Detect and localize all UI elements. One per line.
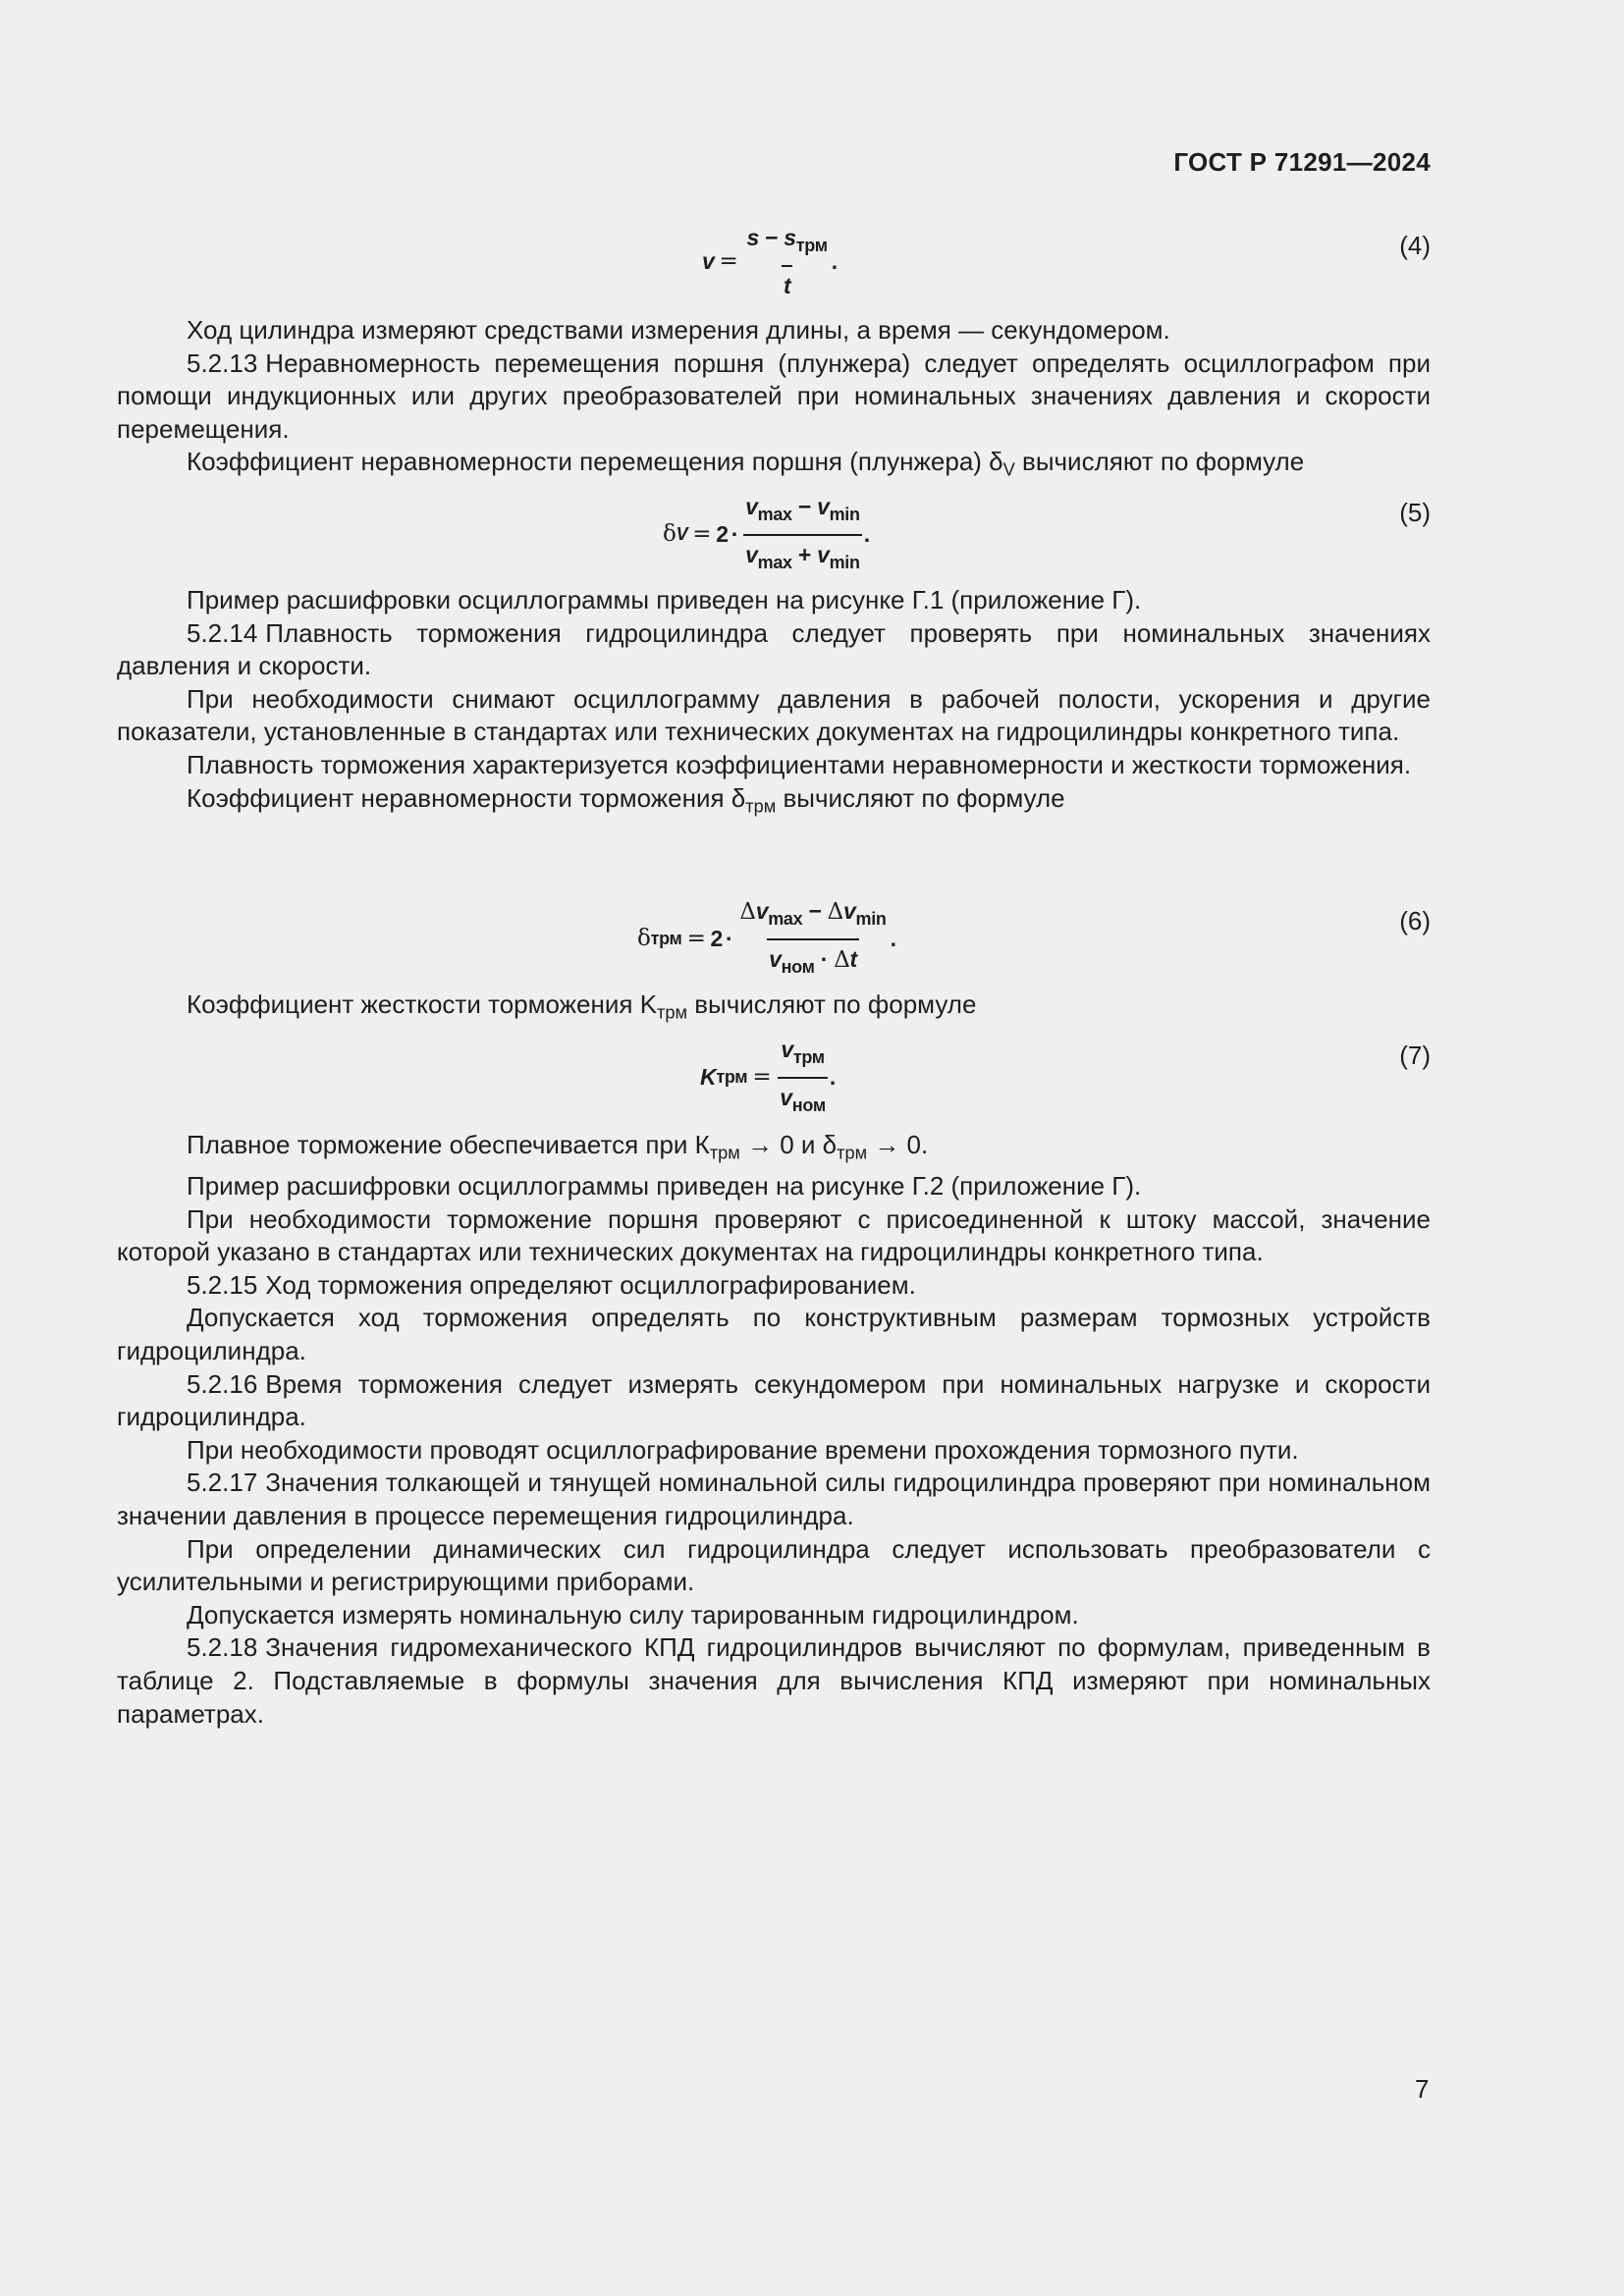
paragraph: При определении динамических сил гидроцилиндра следует использовать преобразователи с усилительными и регистрирующими приборами. xyxy=(117,1533,1431,1597)
paragraph: Пример расшифровки осциллограммы приведен на рисунке Г.1 (приложение Г). xyxy=(187,585,1142,614)
paragraph: Пример расшифровки осциллограммы приведен на рисунке Г.2 (приложение Г). xyxy=(187,1171,1142,1201)
fraction: $\frac{s - s_{трм}}{t}$ xyxy=(744,222,829,302)
equation-number: (5) xyxy=(1399,498,1431,527)
paragraph-5-2-16: 5.2.16 Время торможения следует измерять секундомером при номинальных нагрузке и скорости гидроцилиндра. xyxy=(117,1368,1431,1432)
equation-number: (6) xyxy=(1399,906,1431,935)
standard-header: ГОСТ Р 71291—2024 xyxy=(1173,147,1431,177)
equation-7 xyxy=(117,1034,1431,1115)
equation-number: (7) xyxy=(1399,1041,1431,1070)
paragraph-5-2-15: 5.2.15 Ход торможения определяют осциллографированием. xyxy=(187,1269,916,1300)
paragraph: Плавное торможение обеспечивается при $К_{трм} \to 0$ и $\delta_{трм} \to 0$. xyxy=(187,1130,929,1163)
paragraph-5-2-17: 5.2.17 Значения толкающей и тянущей номинальной силы гидроцилиндра проверяют при номинальном значении давления в процессе перемещения гидроцилиндра. xyxy=(117,1468,1431,1530)
paragraph: Допускается измерять номинальную силу тарированным гидроцилиндром. xyxy=(187,1599,1079,1629)
fraction: $\frac{\Delta v_{max} - \Delta v_{min}}{v_{ном} \cdot \Delta t}$ xyxy=(737,895,888,984)
paragraph: Коэффициент неравномерности торможения $\delta_{трм}$ вычисляют по формуле xyxy=(187,782,1065,817)
paragraph: Ход цилиндра измеряют средствами измерения длины, а время — секундомером. xyxy=(187,315,1170,345)
formula-4: v = $\frac{s - s_{трм}}{t}$ . xyxy=(702,222,838,302)
equation-4 xyxy=(117,222,1431,298)
formula-7: K трм = $\frac{v_{трм}}{v_{ном}}$ . xyxy=(700,1034,836,1122)
formula-5: δ V = 2 · $\frac{v_{max} - v_{min}}{v_{max} + v_{min}}$ . xyxy=(663,491,870,579)
formula-6: δ трм = 2 · $\frac{\Delta v_{max} - \Delta v_{min}}{v_{ном} \cdot \Delta t}$ . xyxy=(637,895,896,984)
equation-number: (4) xyxy=(1399,231,1431,260)
paragraph: Коэффициент неравномерности перемещения поршня (плунжера) $\delta_V$ вычисляют по формуле xyxy=(187,447,1305,480)
paragraph: Плавность торможения характеризуется коэффициентами неравномерности и жесткости торможения. xyxy=(187,749,1412,779)
paragraph: Допускается ход торможения определять по конструктивным размерам тормозных устройств гидроцилиндра. xyxy=(117,1303,1431,1366)
fraction: $\frac{v_{max} - v_{min}}{v_{max} + v_{min}}$ xyxy=(743,491,862,579)
fraction: $\frac{v_{трм}}{v_{ном}}$ xyxy=(778,1034,828,1122)
paragraph-5-2-13: 5.2.13 Неравномерность перемещения поршня (плунжера) следует определять осциллографом при помощи индукционных или других преобразователей при номинальных значениях давления и скорости перемещения. xyxy=(117,347,1431,444)
equation-6 xyxy=(117,895,1431,977)
paragraph-5-2-14: 5.2.14 Плавность торможения гидроцилиндра следует проверять при номинальных значениях давления и скорости. xyxy=(117,617,1431,681)
paragraph-5-2-18: 5.2.18 Значения гидромеханического КПД гидроцилиндров вычисляют по формулам, приведенным в таблице 2. Подставляемые в формулы значения для вычисления КПД измеряют при номинальных параметрах. xyxy=(117,1632,1431,1729)
paragraph: Коэффициент жесткости торможения $K_{трм}$ вычисляют по формуле xyxy=(187,989,977,1023)
paragraph: При необходимости торможение поршня проверяют с присоединенной к штоку массой, значение которой указано в стандартах или технических документах на гидроцилиндры конкретного типа. xyxy=(117,1203,1431,1267)
equation-5 xyxy=(117,491,1431,572)
paragraph: При необходимости проводят осциллографирование времени прохождения тормозного пути. xyxy=(187,1434,1299,1465)
page-number: 7 xyxy=(1415,2074,1430,2104)
paragraph: При необходимости снимают осциллограмму давления в рабочей полости, ускорения и другие показатели, установленные в стандартах или технических документах на гидроцилиндры конкретного типа. xyxy=(117,683,1431,747)
